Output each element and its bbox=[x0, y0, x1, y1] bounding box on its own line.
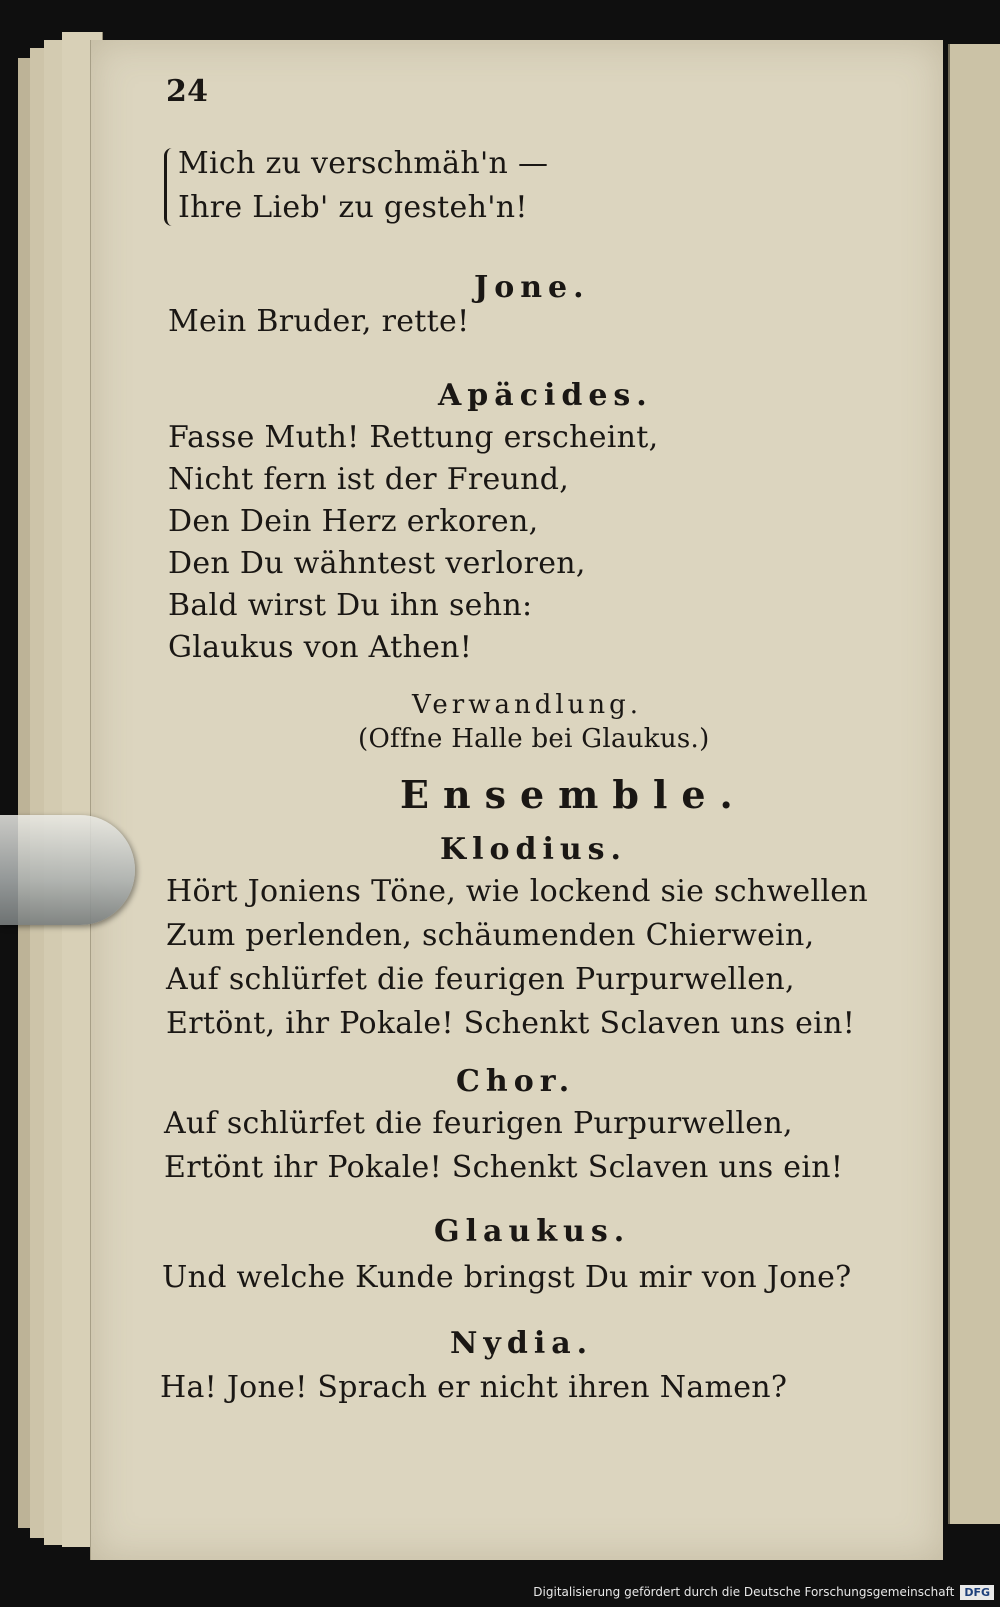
verse-line: Fasse Muth! Rettung erscheint, bbox=[168, 420, 659, 455]
section-heading: Ensemble. bbox=[400, 772, 747, 817]
brace-mark bbox=[164, 148, 177, 226]
stage-direction: Verwandlung. bbox=[412, 690, 643, 720]
verse-line: Ertönt ihr Pokale! Schenkt Sclaven uns ein! bbox=[164, 1150, 844, 1185]
speaker-name: Apäcides. bbox=[438, 378, 653, 413]
speaker-name: Jone. bbox=[474, 270, 590, 305]
verse-line: Auf schlürfet die feurigen Purpurwellen, bbox=[166, 962, 795, 997]
speaker-name: Chor. bbox=[456, 1064, 576, 1099]
verse-line: Auf schlürfet die feurigen Purpurwellen, bbox=[164, 1106, 793, 1141]
verse-line: Den Du wähntest verloren, bbox=[168, 546, 586, 581]
verse-line: Nicht fern ist der Freund, bbox=[168, 462, 570, 497]
verse-line: Und welche Kunde bringst Du mir von Jone? bbox=[162, 1260, 852, 1295]
dfg-logo: DFG bbox=[960, 1585, 994, 1600]
digitization-footer bbox=[533, 1581, 994, 1603]
verse-line: Ertönt, ihr Pokale! Schenkt Sclaven uns ein! bbox=[166, 1006, 856, 1041]
verse-line: Bald wirst Du ihn sehn: bbox=[168, 588, 533, 623]
facing-page-edge bbox=[948, 44, 1000, 1524]
speaker-name: Glaukus. bbox=[434, 1214, 631, 1249]
page-number: 24 bbox=[166, 74, 209, 109]
speaker-name: Nydia. bbox=[450, 1326, 594, 1361]
verse-line: Glaukus von Athen! bbox=[168, 630, 473, 665]
verse-line: Ihre Lieb' zu gesteh'n! bbox=[178, 190, 528, 225]
verse-line: Den Dein Herz erkoren, bbox=[168, 504, 539, 539]
verse-line: Hört Joniens Töne, wie lockend sie schwellen bbox=[166, 874, 868, 909]
verse-line: Mich zu verschmäh'n — bbox=[178, 146, 549, 181]
verse-line: Mein Bruder, rette! bbox=[168, 304, 470, 339]
speaker-name: Klodius. bbox=[440, 832, 627, 867]
verse-line: Zum perlenden, schäumenden Chierwein, bbox=[166, 918, 815, 953]
verse-line: Ha! Jone! Sprach er nicht ihren Namen? bbox=[160, 1370, 788, 1405]
page-clip bbox=[0, 815, 135, 925]
footer-credit: Digitalisierung gefördert durch die Deutsche Forschungsgemeinschaft bbox=[533, 1585, 955, 1599]
stage-direction: (Offne Halle bei Glaukus.) bbox=[358, 724, 710, 754]
